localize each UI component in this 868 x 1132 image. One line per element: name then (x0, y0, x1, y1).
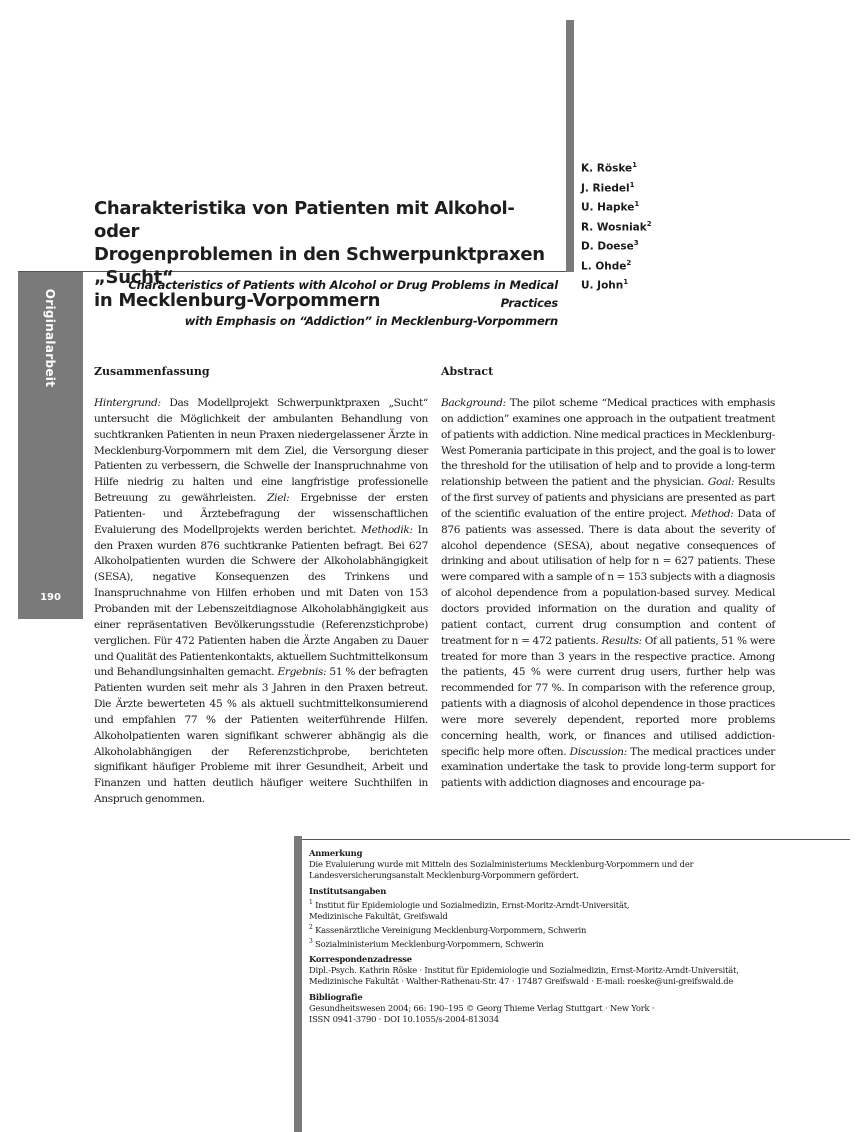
abstract-column (441, 364, 775, 792)
abstract-heading: Abstract (441, 365, 494, 378)
institutsangaben-section: Institutsangaben $^1$ Institut für Epidemiologie und Sozialmedizin, Ernst-Moritz-Arndt-Universität, Medizinische Fakultät, Greifswald $^2$ Kassenärztliche Vereinigung Mecklenburg-Vorpommern, Schwerin $^3$ Sozialministerium Mecklenburg-Vorpommern, Schwerin (309, 886, 630, 949)
notes-box (309, 848, 809, 1030)
abstract-text: Background: The pilot scheme “Medical practices with emphasis on addiction” examines one approach in the outpatient treatment of patients with addiction. Nine medical practices in Mecklenburg-West Pomerania participate in this project, and the goal is to lower the threshold for the utilisation of help and to provide a long-term relationship between the patient and the physician. Goal: Results of the first survey of patients and physicians are presented as part of the scientific evaluation of the entire project. Method: Data of 876 patients was assessed. There is data about the severity of alcohol dependence (SESA), about negative consequences of drinking and about utilisation of help for n = 627 patients. These were compared with a sample of n = 153 subjects with a diagnosis of alcohol dependence from a population-based survey. Medical doctors provided information on the duration and quality of patient contact, current drug consumption and content of treatment for n = 472 patients. Results: Of all patients, 51 % were treated for more than 3 years in the respective practice. Among the patients, 45 % were current drug users, further help was recommended for 77 %. In comparison with the reference group, patients with a diagnosis of alcohol dependence in those practices were more severely dependent, reported more problems concerning health, work, or finances and utilised addiction-specific help more often. Discussion: The medical practices under examination undertake the task to provide long-term support for patients with addiction diagnoses and encourage pa- (441, 397, 776, 790)
author: U. John$^1$ (581, 278, 629, 292)
notes-vertical-bar (294, 836, 302, 1132)
article-type-label: Originalarbeit (43, 288, 57, 388)
article-title: Charakteristika von Patienten mit Alkohol- oder Drogenproblemen in den Schwerpunktpraxen „Sucht“ in Mecklenburg-Vorpommern (94, 198, 545, 311)
korrespondenz-section: Korrespondenzadresse Dipl.-Psych. Kathrin Röske · Institut für Epidemiologie und Sozialmedizin, Ernst-Moritz-Arndt-Universität, Medizinische Fakultät · Walther-Rathenau-Str. 47 · 17487 Greifswald · E-mail: roeske@uni-greifswald.de (309, 954, 739, 987)
zusammenfassung-heading: Zusammenfassung (94, 365, 210, 378)
author: J. Riedel$^1$ (581, 180, 635, 194)
top-vertical-bar (566, 20, 574, 272)
english-title: Characteristics of Patients with Alcohol or Drug Problems in Medical Practices with Emphasis on “Addiction” in Mecklenburg-Vorpommern (128, 278, 558, 328)
zusammenfassung-column (94, 364, 428, 808)
author-list (581, 157, 652, 294)
notes-rule (302, 839, 850, 840)
page-number: 190 (40, 592, 61, 603)
anmerkung-section: Anmerkung Die Evaluierung wurde mit Mitteln des Sozialministeriums Mecklenburg-Vorpommern und der Landesversicherungsanstalt Mecklenburg-Vorpommern gefördert. (309, 848, 694, 880)
author: D. Doese$^3$ (581, 239, 639, 253)
author: K. Röske$^1$ (581, 161, 638, 175)
zusammenfassung-text: Hintergrund: Das Modellprojekt Schwerpunktpraxen „Sucht“ untersucht die Möglichkeit der ambulanten Behandlung von suchtkranken Patienten in neun Praxen niedergelassener Ärzte in Mecklenburg-Vorpommern mit dem Ziel, die Versorgung dieser Patienten zu verbessern, die Schwelle der Inanspruchnahme von Hilfe niedrig zu halten und eine langfristige professionelle Betreuung zu gewährleisten. Ziel: Ergebnisse der ersten Patienten- und Ärztebefragung der wissenschaftlichen Evaluierung des Modellprojekts werden berichtet. Methodik: In den Praxen wurden 876 suchtkranke Patienten befragt. Bei 627 Alkoholpatienten wurden die Schwere der Alkoholabhängigkeit (SESA), negative Konsequenzen des Trinkens und Inanspruchnahme von Hilfen erhoben und mit Daten von 153 Probanden mit der Lebenszeitdiagnose Alkoholabhängigkeit aus einer repräsentativen Bevölkerungsstudie (Referenzstichprobe) verglichen. Für 472 Patienten haben die Ärzte Angaben zu Dauer und Qualität des Patientenkontakts, aktuellem Suchtmittelkonsum und Behandlungsinhalten gemacht. Ergebnis: 51 % der befragten Patienten wurden seit mehr als 3 Jahren in den Praxen betreut. Die Ärzte bewerteten 45 % als aktuell suchtmittelkonsumierend und empfahlen 77 % der Patienten weiterführende Hilfen. Alkoholpatienten waren signifikant schwerer abhängig als die Alkoholabhängigen der Referenzstichprobe, berichteten signifikant häufiger Probleme mit ihrer Gesundheit, Arbeit und Finanzen und hatten deutlich häufiger weitere Suchthilfen in Anspruch genommen. (94, 397, 429, 806)
author: U. Hapke$^1$ (581, 200, 640, 214)
bibliografie-section: Bibliografie Gesundheitswesen 2004; 66: 190–195 © Georg Thieme Verlag Stuttgart · New York · ISSN 0941-3790 · DOI 10.1055/s-2004-813034 (309, 992, 655, 1025)
author: L. Ohde$^2$ (581, 258, 632, 272)
author: R. Wosniak$^2$ (581, 219, 652, 233)
